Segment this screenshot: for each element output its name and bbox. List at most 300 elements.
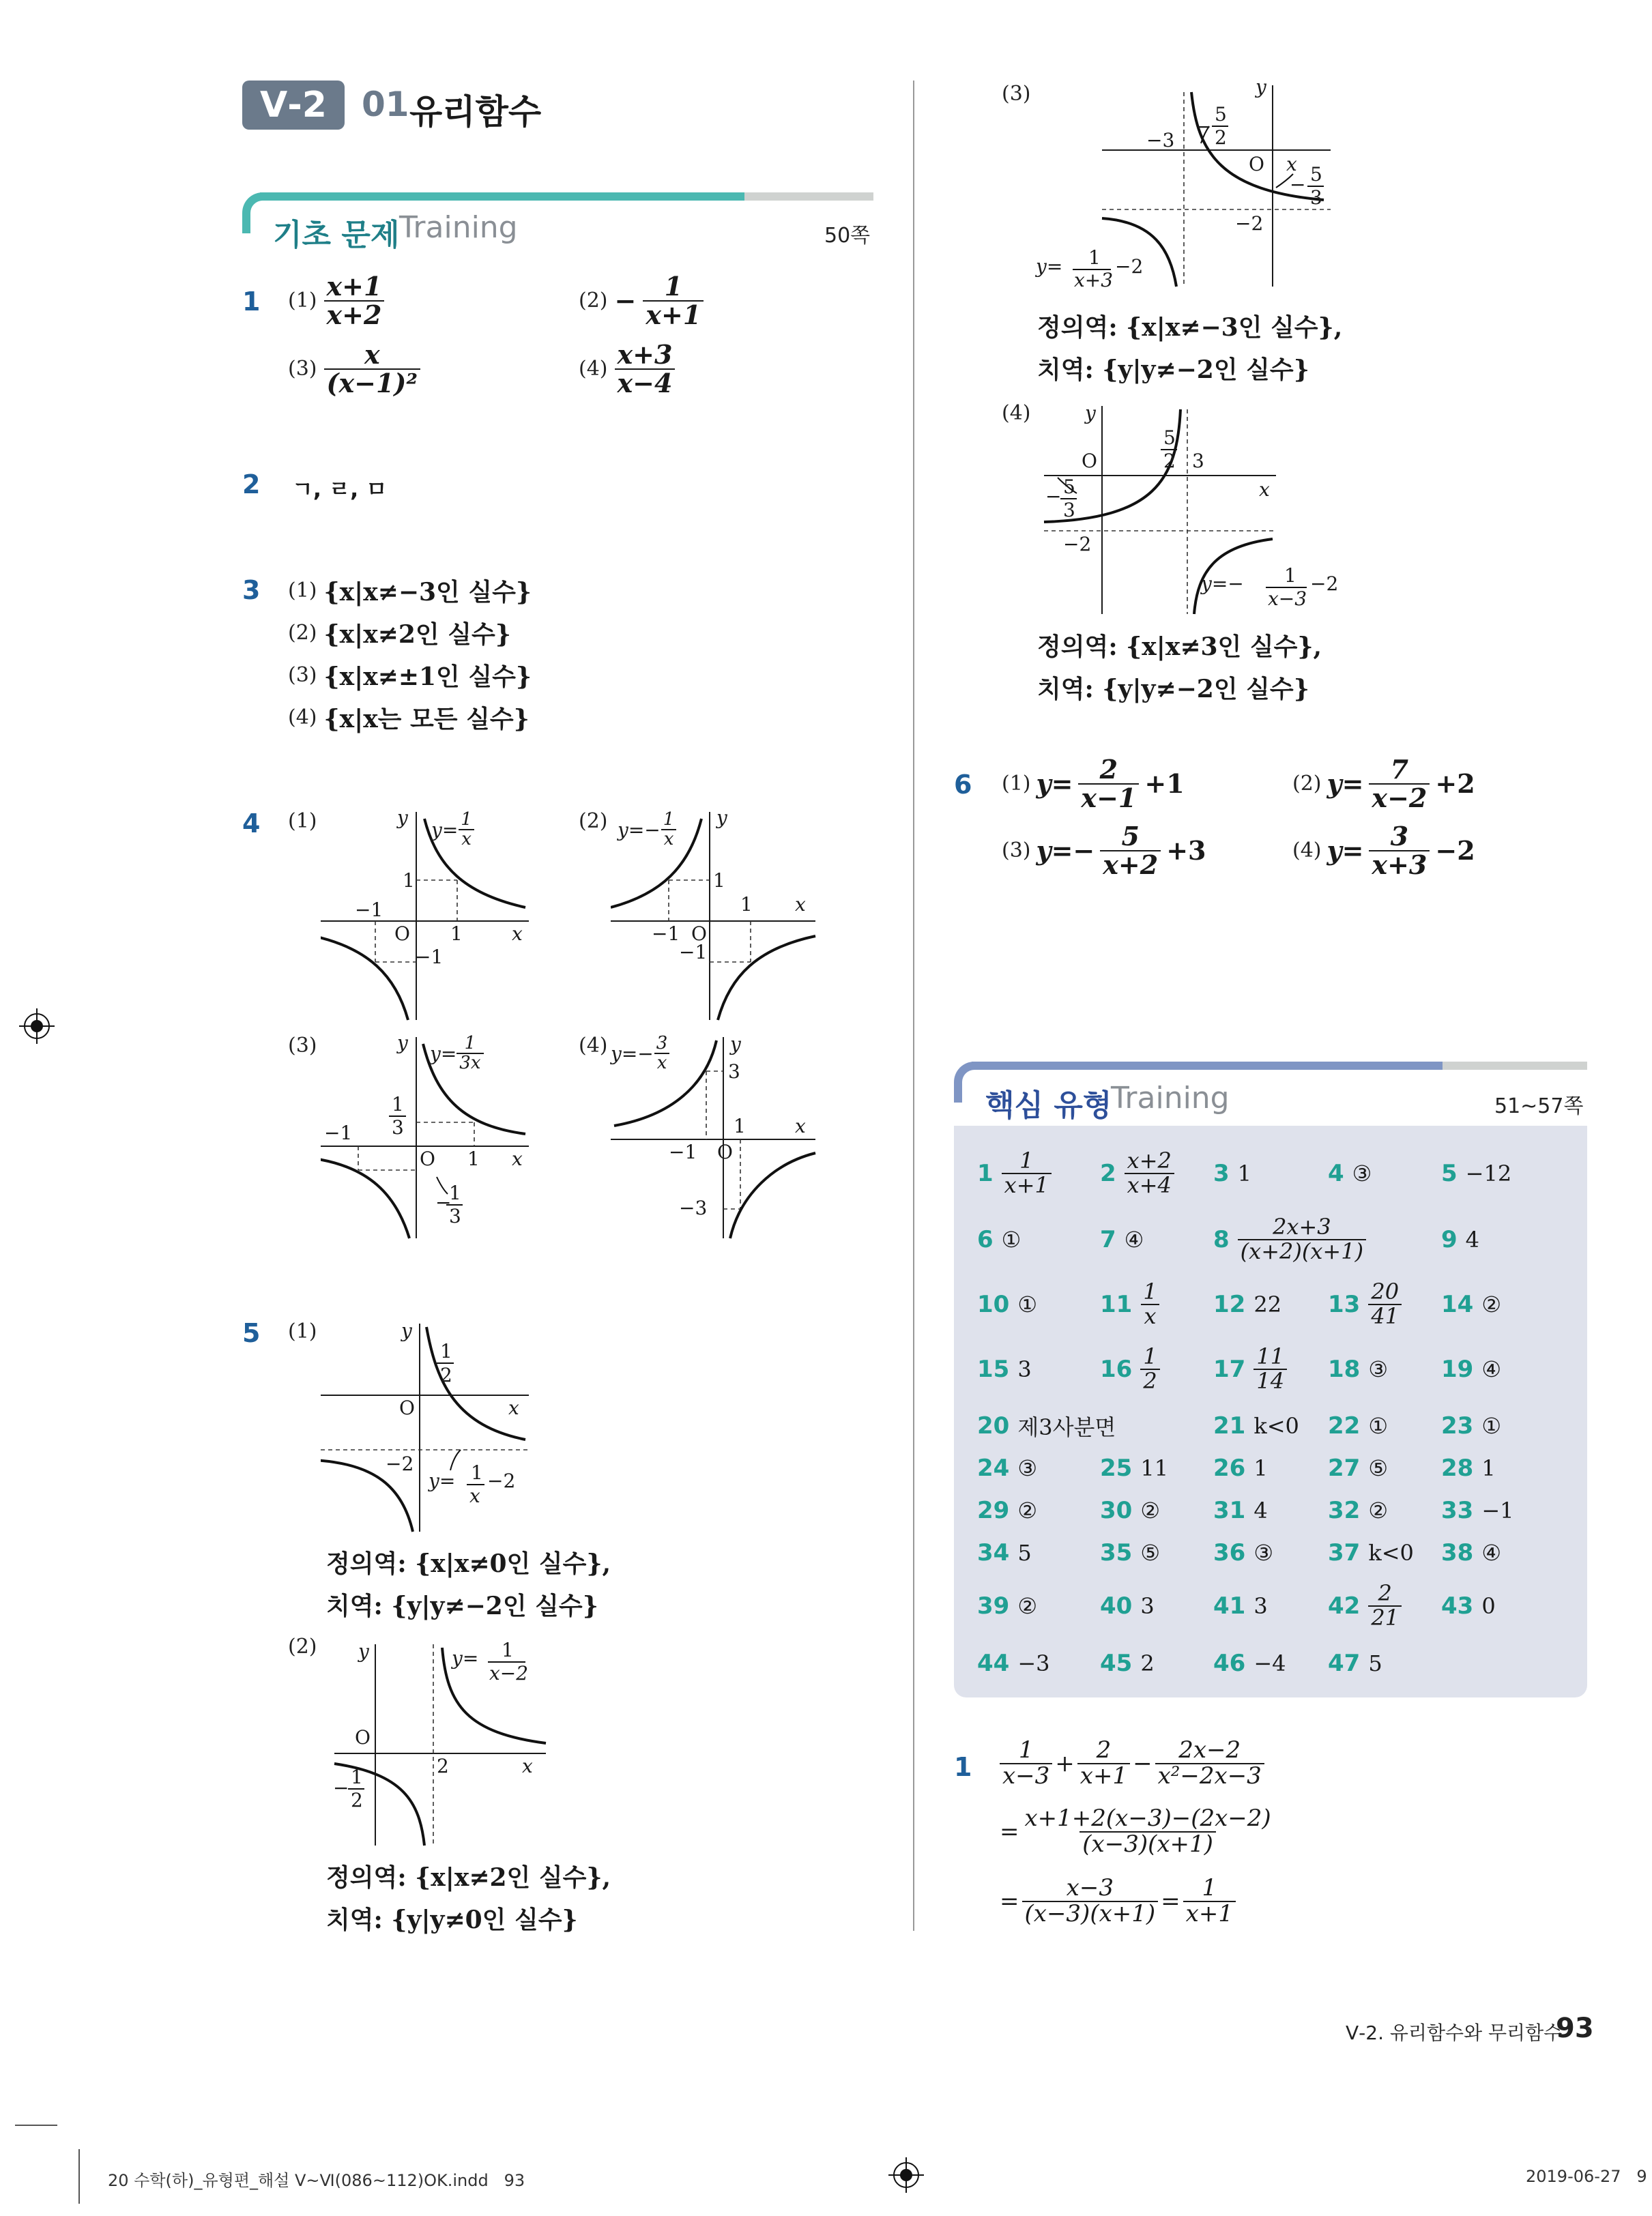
core-answer-value: ③ [1352,1161,1372,1186]
core-answer-value: ③ [1017,1455,1038,1481]
tick-label-sign: − [1195,115,1212,138]
p3-item-4: (4) {x|x는 모든 실수} [288,705,530,733]
tick-label-sign: − [435,1191,452,1214]
problem-number-6: 6 [954,770,972,800]
tick-label-num: 5 [1163,426,1176,449]
core-answer-value: 11 [1140,1455,1169,1481]
p5-1-range: 치역: {y|y≠−2인 실수} [326,1592,598,1620]
core-answer-number: 44 [977,1650,1010,1677]
core-answer-value: ① [1017,1292,1038,1317]
core-answer-value: k<0 [1254,1413,1299,1439]
p4-label-3: (3) [288,1034,317,1058]
footer-file-name: 20 수학(하)_유형편_해설 Ⅴ~Ⅵ(086~112)OK.indd 93 [108,2171,525,2190]
core-answer-number: 1 [977,1160,994,1187]
solution-1-line-3: = $\frac{x-3}{(x-3)(x+1)}$ = $\frac{1}{x+1}$ [1000,1876,1236,1926]
core-answer-19 [1441,1356,1501,1383]
core-answer-45 [1100,1650,1155,1677]
core-answer-value: ② [1368,1498,1389,1524]
origin-label: O [1082,450,1097,472]
axis-label-y: y [401,1320,412,1342]
core-section-title: 핵심 유형 [985,1088,1112,1123]
p6-item-3: (3) y=− $\frac{5}{x+2}$ +3 [1002,821,1206,880]
tick-label: −1 [669,1141,697,1163]
core-answer-value: ② [1140,1498,1161,1524]
tick-label-num: 1 [449,1182,461,1204]
core-answer-18 [1328,1356,1388,1383]
p1-sign-2: − [614,285,637,317]
p1-fraction-2: $\frac{1}{x+1}$ [643,273,704,329]
core-answer-value: 5 [1017,1540,1032,1566]
core-answer-value: ② [1017,1593,1038,1619]
core-answer-6 [977,1226,1021,1253]
core-answer-value: ④ [1481,1540,1502,1566]
core-answer-number: 11 [1100,1291,1133,1318]
p4-label-1: (1) [288,809,317,833]
p1-fraction-4: $\frac{x+3}{x-4}$ [615,341,676,397]
solution-1-line-2: = $\frac{x+1+2(x-3)-(2x-2)}{(x-3)(x+1)}$ [1000,1805,1271,1858]
core-answer-number: 41 [1213,1592,1246,1620]
p5-2-domain: 정의역: {x|x≠2인 실수}, [326,1863,611,1892]
graph-4-4-formula: y=− $\frac{3}{x}$ [611,1034,670,1073]
p5-1-domain: 정의역: {x|x≠0인 실수}, [326,1549,611,1578]
core-answer-value: k<0 [1368,1540,1414,1566]
origin-label: O [420,1148,435,1170]
p1-label-1: (1) [288,289,317,313]
axis-label-x: x [795,893,806,916]
page-number: 93 [1556,2013,1594,2044]
core-answer-15 [977,1356,1032,1383]
problem-number-4: 4 [242,808,261,839]
origin-label: O [691,922,707,945]
formula-den: x−2 [489,1662,529,1685]
tick-label: 1 [450,922,463,945]
core-answer-number: 18 [1328,1356,1361,1383]
p6-item-1: (1) y= $\frac{2}{x-1}$ +1 [1002,754,1185,813]
core-answer-number: 12 [1213,1291,1246,1318]
core-answer-value: 2 [1140,1650,1155,1676]
tick-label: −2 [1063,533,1092,555]
tick-label: −1 [679,941,708,963]
core-answer-31 [1213,1497,1268,1524]
origin-label: O [717,1141,733,1163]
core-answer-value: ⑤ [1368,1455,1389,1481]
footer-chapter: Ⅴ-2. 유리함수와 무리함수 [1346,2022,1563,2044]
core-answer-46 [1213,1650,1286,1677]
core-answer-44 [977,1650,1050,1677]
problem-number-5: 5 [242,1318,261,1348]
p1-label-2: (2) [579,289,608,313]
formula-den: x−3 [1268,587,1307,610]
core-answer-number: 28 [1441,1455,1474,1482]
tick-label-sign: − [1045,485,1062,508]
core-answer-value: 1 [1481,1455,1496,1481]
tick-label-den: 2 [351,1789,363,1811]
core-answer-number: 24 [977,1455,1010,1482]
core-answer-number: 30 [1100,1497,1133,1524]
problem-number-2: 2 [242,469,261,499]
leader-line [450,1450,461,1470]
core-answer-34 [977,1539,1032,1566]
tick-label: 1 [740,893,753,916]
registration-mark-icon [888,2157,924,2193]
axis-label-y: y [716,806,727,829]
p5-3-range: 치역: {y|y≠−2인 실수} [1037,355,1309,384]
core-answer-value: ④ [1124,1227,1144,1253]
p5-label-4: (4) [1002,401,1031,425]
graph-5-4 [1030,399,1365,617]
formula-suffix: −2 [487,1470,516,1492]
core-answer-number: 45 [1100,1650,1133,1677]
core-answer-number: 38 [1441,1539,1474,1566]
tick-label: 2 [437,1755,449,1777]
core-answer-number: 14 [1441,1291,1474,1318]
formula-num: 1 [471,1461,483,1484]
axis-label-x: x [1259,478,1270,501]
axis-label-y: y [397,1032,408,1054]
core-answer-number: 15 [977,1356,1010,1383]
core-answer-22 [1328,1412,1388,1440]
tick-label: −1 [355,899,383,921]
axis-label-x: x [508,1397,519,1419]
core-answer-fraction: $\frac{20}{41}$ [1368,1281,1402,1328]
curve-branch [334,1764,424,1846]
graph-4-2-formula: y=− $\frac{1}{x}$ [618,811,677,849]
tick-label: 3 [728,1060,740,1083]
core-answer-number: 35 [1100,1539,1133,1566]
formula-prefix: y= [452,1647,479,1670]
core-answer-21 [1213,1412,1299,1440]
core-answer-number: 17 [1213,1356,1246,1383]
core-answer-37 [1328,1539,1414,1566]
core-answer-number: 27 [1328,1455,1361,1482]
core-answer-8 [1213,1214,1366,1264]
core-answer-value: 3 [1017,1356,1032,1382]
core-answer-value: ② [1017,1498,1038,1524]
tick-label: −1 [415,946,444,968]
axis-label-y: y [358,1640,369,1663]
solution-1-line-1: $\frac{1}{x-3}$ + $\frac{2}{x+1}$ − $\frac{2x-2}{\text{x²−2x−3}}$ [1000,1738,1264,1788]
core-answer-number: 29 [977,1497,1010,1524]
tick-label-den: 3 [1310,186,1322,209]
core-answer-number: 21 [1213,1412,1246,1440]
core-answer-5 [1441,1160,1511,1187]
core-answer-11 [1100,1279,1160,1329]
formula-num: 1 [502,1639,514,1661]
core-answer-value: ① [1481,1413,1502,1439]
core-answer-number: 9 [1441,1226,1458,1253]
problem-number-1: 1 [242,287,261,317]
core-answer-value: −4 [1254,1650,1286,1676]
core-answer-number: 3 [1213,1160,1230,1187]
p1-item-3 [288,341,420,397]
core-answer-value: 5 [1368,1650,1382,1676]
core-answer-value: −1 [1481,1498,1514,1524]
core-answer-value: ③ [1254,1540,1274,1566]
core-answer-13 [1328,1279,1402,1329]
tick-label-num: 5 [1063,476,1075,498]
core-answer-33 [1441,1497,1514,1524]
formula-den: x+3 [1074,269,1114,290]
tick-label: −1 [324,1122,353,1144]
core-answer-number: 6 [977,1226,994,1253]
core-answer-number: 16 [1100,1356,1133,1383]
core-answer-value: 3 [1140,1593,1155,1619]
p5-2-range: 치역: {y|y≠0인 실수} [326,1906,578,1934]
p5-4-domain: 정의역: {x|x≠3인 실수}, [1037,632,1322,661]
tick-label-den: 2 [440,1364,452,1386]
core-answer-number: 23 [1441,1412,1474,1440]
core-answer-12 [1213,1291,1281,1318]
core-answer-32 [1328,1497,1388,1524]
axis-label-x: x [512,922,523,945]
core-answer-number: 37 [1328,1539,1361,1566]
tick-label-num: 1 [392,1093,404,1116]
p1-item-1 [288,273,384,329]
tick-label: −2 [1235,212,1264,235]
graph-5-2 [321,1631,553,1849]
tick-label: −1 [652,922,680,945]
core-answer-value: ③ [1368,1356,1389,1382]
core-answer-value: −12 [1465,1161,1512,1186]
core-answer-14 [1441,1291,1501,1318]
core-answer-number: 25 [1100,1455,1133,1482]
core-answer-value: 1 [1237,1161,1252,1186]
chapter-badge: Ⅴ-2 [242,81,345,130]
core-answer-value: ① [1368,1413,1389,1439]
core-answer-3 [1213,1160,1251,1187]
formula-num: 1 [1284,564,1296,587]
core-answer-fraction: $\frac{1}{2}$ [1140,1345,1159,1393]
core-answer-value: 1 [1254,1455,1268,1481]
core-answer-fraction: $\frac{2}{21}$ [1368,1582,1402,1629]
basic-section-title: 기초 문제 [273,218,400,252]
core-answer-number: 34 [977,1539,1010,1566]
tick-label-den: 3 [449,1205,461,1227]
core-answer-39 [977,1592,1037,1620]
core-answer-38 [1441,1539,1501,1566]
core-answer-number: 40 [1100,1592,1133,1620]
p1-item-2 [579,273,704,329]
tick-label-num: 1 [440,1340,452,1362]
core-answer-10 [977,1291,1037,1318]
core-answer-number: 22 [1328,1412,1361,1440]
core-answer-fraction: $\frac{x+2}{x+4}$ [1125,1150,1174,1197]
crop-mark [78,2149,80,2204]
core-answer-17 [1213,1343,1287,1394]
axis-label-y: y [1085,402,1096,424]
p3-item-3: (3) {x|x≠±1인 실수} [288,662,532,691]
tick-label-den: 2 [1163,450,1176,472]
graph-4-3-formula: y= $\frac{1}{3x}$ [430,1034,484,1073]
core-answer-value: ② [1481,1292,1502,1317]
crop-mark [15,2125,57,2126]
solution-number-1: 1 [954,1752,972,1782]
tick-label: −3 [679,1197,708,1219]
core-answer-number: 2 [1100,1160,1116,1187]
tick-label: 1 [713,869,725,892]
core-page-ref: 51~57쪽 [1494,1094,1584,1118]
core-answer-value: 4 [1254,1498,1268,1524]
lesson-number: 01 [362,85,409,124]
graph-5-1 [321,1317,539,1535]
tick-label: −2 [386,1453,414,1475]
p1-label-4: (4) [579,357,608,381]
tick-label-den: 3 [1063,499,1075,521]
core-answer-value: 22 [1254,1292,1282,1317]
tick-label-num: 5 [1310,163,1322,186]
origin-label: O [399,1397,415,1419]
core-answer-24 [977,1455,1037,1482]
core-answer-41 [1213,1592,1268,1620]
axis-label-y: y [1256,78,1266,98]
tick-label: 1 [403,869,415,892]
core-answer-value: 3 [1254,1593,1268,1619]
core-answer-43 [1441,1592,1496,1620]
core-answer-20 [977,1412,1116,1440]
origin-label: O [355,1726,371,1749]
core-answer-number: 32 [1328,1497,1361,1524]
p1-fraction-1: $\frac{x+1}{x+2}$ [324,273,385,329]
curve-branch [730,1153,815,1238]
core-answer-number: 7 [1100,1226,1116,1253]
p4-label-2: (2) [579,809,608,833]
problem-number-3: 3 [242,575,261,605]
tick-label-num: 1 [351,1766,363,1788]
tick-label-sign: − [1290,173,1306,196]
footer-date: 2019-06-27 9 [1526,2167,1647,2186]
lesson-title: 유리함수 [409,92,542,132]
core-answer-7 [1100,1226,1144,1253]
curve-branch [321,936,408,1020]
origin-label: O [1249,153,1264,175]
core-answer-35 [1100,1539,1160,1566]
p3-item-1: (1) {x|x≠−3인 실수} [288,578,532,607]
core-answer-26 [1213,1455,1268,1482]
core-answer-number: 19 [1441,1356,1474,1383]
core-answer-number: 47 [1328,1650,1361,1677]
p5-label-1: (1) [288,1320,317,1343]
origin-label: O [394,922,410,945]
core-answer-number: 36 [1213,1539,1246,1566]
core-answer-47 [1328,1650,1382,1677]
formula-den: x [469,1485,480,1507]
axis-label-x: x [795,1115,806,1137]
core-answer-number: 46 [1213,1650,1246,1677]
axis-label-x: x [512,1148,523,1170]
core-answer-fraction: $\frac{2x+3}{(x+2)(x+1)}$ [1238,1216,1366,1263]
core-answer-value: ⑤ [1140,1540,1161,1566]
core-answer-value: ④ [1481,1356,1502,1382]
formula-prefix: y=− [1201,572,1244,595]
p4-label-4: (4) [579,1034,608,1058]
basic-page-ref: 50쪽 [824,224,871,248]
formula-num: 1 [1088,246,1101,269]
core-answer-fraction: $\frac{1}{x+1}$ [1002,1150,1052,1197]
core-answer-number: 13 [1328,1291,1361,1318]
core-answer-number: 26 [1213,1455,1246,1482]
tick-label-den: 2 [1215,126,1227,149]
tick-label-num: 5 [1215,103,1227,126]
p6-item-2: (2) y= $\frac{7}{x-2}$ +2 [1292,754,1475,813]
core-answer-number: 10 [977,1291,1010,1318]
graph-4-1-formula: y= $\frac{1}{x}$ [431,811,475,849]
p1-item-4 [579,341,675,397]
core-answer-value: 제3사분면 [1017,1414,1116,1440]
core-answer-28 [1441,1455,1496,1482]
core-answer-number: 42 [1328,1592,1361,1620]
core-answer-value: −3 [1017,1650,1050,1676]
formula-prefix: y= [429,1470,456,1492]
core-answer-number: 20 [977,1412,1010,1440]
basic-section-subtitle: Training [399,210,518,245]
core-answer-36 [1213,1539,1273,1566]
p3-item-2: (2) {x|x≠2인 실수} [288,620,511,649]
axis-label-x: x [522,1755,533,1777]
core-section-subtitle: Training [1111,1081,1230,1116]
core-answer-23 [1441,1412,1501,1440]
formula-prefix: y= [1036,255,1063,278]
p2-answer: ㄱ, ㄹ, ㅁ [292,476,388,502]
core-answer-value: 0 [1481,1593,1496,1619]
tick-label: 1 [467,1148,480,1170]
p1-label-3: (3) [288,357,317,381]
tick-label: 1 [734,1115,746,1137]
graph-5-3 [1030,78,1358,290]
curve-branch [718,936,815,1020]
formula-suffix: −2 [1310,572,1339,595]
axis-label-y: y [730,1033,741,1055]
graph-4-1 [321,805,539,1023]
tick-label: −3 [1146,129,1175,151]
core-answer-25 [1100,1455,1168,1482]
core-answer-40 [1100,1592,1155,1620]
core-answer-number: 33 [1441,1497,1474,1524]
core-answer-42 [1328,1580,1402,1631]
core-answer-fraction: $\frac{11}{14}$ [1254,1345,1287,1393]
axis-label-x: x [1286,153,1297,175]
p1-fraction-3: $\frac{x}{\text{(x−1)²}}$ [324,341,421,397]
formula-suffix: −2 [1115,255,1144,278]
p5-4-range: 치역: {y|y≠−2인 실수} [1037,675,1309,703]
core-answer-number: 4 [1328,1160,1344,1187]
p5-3-domain: 정의역: {x|x≠−3인 실수}, [1037,313,1343,342]
registration-mark-icon [19,1008,55,1044]
core-answer-4 [1328,1160,1372,1187]
core-answer-value: 4 [1465,1227,1480,1253]
core-answer-27 [1328,1455,1388,1482]
p6-item-4: (4) y= $\frac{3}{x+3}$ −2 [1292,821,1475,880]
p5-label-2: (2) [288,1635,317,1659]
core-answer-2 [1100,1148,1174,1198]
core-answer-30 [1100,1497,1160,1524]
core-answer-29 [977,1497,1037,1524]
core-answer-number: 31 [1213,1497,1246,1524]
core-answer-1 [977,1148,1052,1198]
core-answer-value: ① [1001,1227,1021,1253]
tick-label-sign: − [333,1777,349,1799]
column-divider [913,81,914,1931]
p5-label-3: (3) [1002,82,1031,106]
core-answer-number: 8 [1213,1226,1230,1253]
core-answer-9 [1441,1226,1479,1253]
axis-label-y: y [397,806,408,829]
core-answer-number: 43 [1441,1592,1474,1620]
core-answer-number: 39 [977,1592,1010,1620]
core-answer-16 [1100,1343,1160,1394]
core-answer-number: 5 [1441,1160,1458,1187]
tick-label: 3 [1192,450,1204,472]
core-answer-fraction: $\frac{1}{x}$ [1140,1281,1159,1328]
